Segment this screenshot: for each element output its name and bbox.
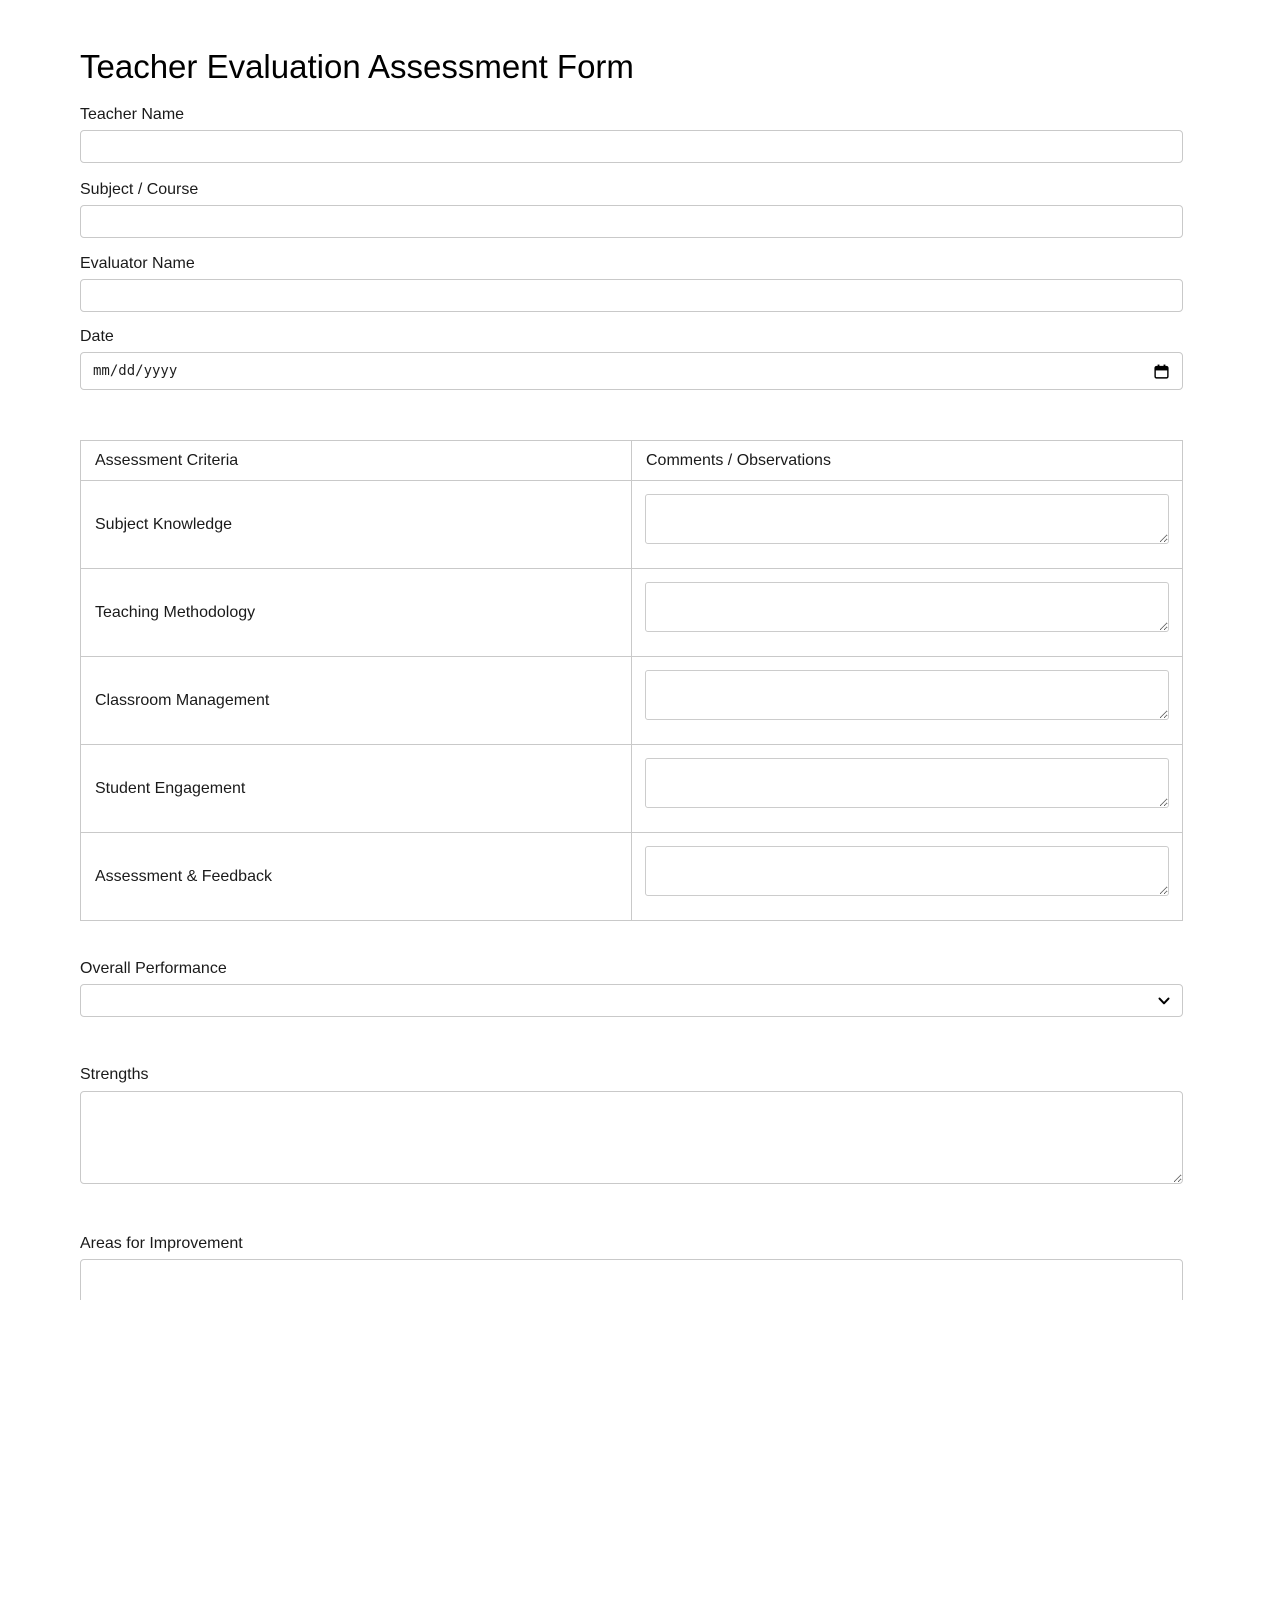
date-placeholder: mm/dd/yyyy [93,363,178,379]
criteria-label: Student Engagement [81,745,632,833]
subject-course-label: Subject / Course [80,181,199,198]
table-row [81,569,1183,657]
table-row [81,833,1183,921]
criteria-label: Subject Knowledge [81,481,632,569]
table-row [81,481,1183,569]
overall-performance-select-wrap [80,984,1183,1017]
criteria-label: Assessment & Feedback [81,833,632,921]
calendar-icon[interactable] [1153,363,1170,380]
evaluator-name-input[interactable] [80,279,1183,312]
strengths-label: Strengths [80,1066,149,1083]
form-container [0,48,1263,1300]
classroom-management-comment-textarea[interactable] [645,670,1169,720]
assessment-feedback-comment-textarea[interactable] [645,846,1169,896]
date-input[interactable] [80,352,1183,390]
criteria-label: Teaching Methodology [81,569,632,657]
comments-column-header: Comments / Observations [632,441,1183,481]
overall-performance-select[interactable] [80,984,1183,1017]
date-label: Date [80,328,114,345]
teacher-name-label: Teacher Name [80,106,185,123]
strengths-textarea[interactable] [80,1091,1183,1184]
teaching-methodology-comment-textarea[interactable] [645,582,1169,632]
criteria-label: Classroom Management [81,657,632,745]
table-header-row [81,441,1183,481]
teacher-name-input[interactable] [80,130,1183,163]
table-row [81,745,1183,833]
page-title: Teacher Evaluation Assessment Form [80,48,634,85]
areas-for-improvement-label: Areas for Improvement [80,1235,243,1252]
table-row [81,657,1183,745]
subject-knowledge-comment-textarea[interactable] [645,494,1169,544]
criteria-column-header: Assessment Criteria [81,441,632,481]
subject-course-input[interactable] [80,205,1183,238]
assessment-table [80,440,1183,921]
areas-for-improvement-textarea[interactable] [80,1259,1183,1300]
overall-performance-label: Overall Performance [80,960,227,977]
student-engagement-comment-textarea[interactable] [645,758,1169,808]
evaluator-name-label: Evaluator Name [80,255,195,272]
